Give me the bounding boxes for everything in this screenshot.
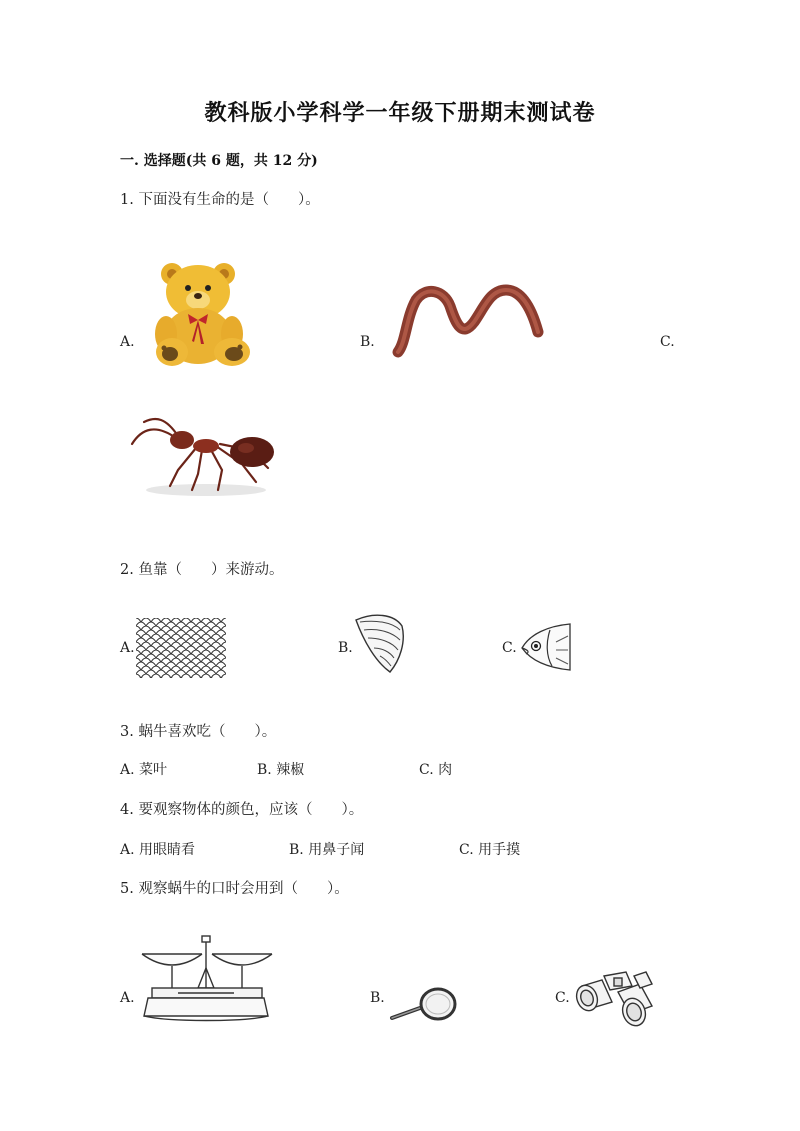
fish-head-icon xyxy=(520,620,572,674)
page-title: 教科版小学科学一年级下册期末测试卷 xyxy=(204,100,596,126)
q4-option-c[interactable] xyxy=(459,839,520,859)
q5-option-c-letter[interactable]: C. xyxy=(555,990,570,1006)
q2-option-c-letter[interactable]: C. xyxy=(502,640,517,656)
question-4-stem: 4. 要观察物体的颜色，应该（ ）。 xyxy=(120,802,364,818)
q4-option-a-letter: A. xyxy=(120,842,135,858)
q4-option-b-letter: B. xyxy=(289,842,304,858)
section-heading: 一. 选择题(共 6 题，共 12 分) xyxy=(120,153,318,169)
teddy-bear-icon xyxy=(148,256,260,368)
fish-scales-icon xyxy=(136,618,226,678)
q4-option-a-text: 用眼睛看 xyxy=(139,842,196,858)
q4-option-c-text: 用手摸 xyxy=(478,842,521,858)
q3-option-c-text: 肉 xyxy=(438,762,453,778)
q3-option-b-text: 辣椒 xyxy=(276,762,305,778)
q3-option-c-letter: C. xyxy=(419,762,434,778)
q4-option-b[interactable] xyxy=(289,839,364,859)
q5-option-a-letter[interactable]: A. xyxy=(120,990,135,1006)
binoculars-icon xyxy=(574,966,656,1028)
q1-option-b-letter[interactable]: B. xyxy=(360,334,375,350)
q4-option-a[interactable] xyxy=(120,839,195,859)
q3-option-a-text: 菜叶 xyxy=(139,762,168,778)
q4-option-b-text: 用鼻子闻 xyxy=(308,842,365,858)
q4-option-c-letter: C. xyxy=(459,842,474,858)
question-3-stem: 3. 蜗牛喜欢吃（ ）。 xyxy=(120,724,277,740)
balance-scale-icon xyxy=(138,932,274,1026)
q3-option-b[interactable] xyxy=(257,759,304,779)
question-5-stem: 5. 观察蜗牛的口时会用到（ ）。 xyxy=(120,881,349,897)
q2-option-b-letter[interactable]: B. xyxy=(338,640,353,656)
magnifying-glass-icon xyxy=(388,986,458,1026)
q3-option-a-letter: A. xyxy=(120,762,135,778)
fish-fin-icon xyxy=(354,612,406,674)
question-2-stem: 2. 鱼靠（ ）来游动。 xyxy=(120,562,284,578)
q3-option-c[interactable] xyxy=(419,759,452,779)
ant-icon xyxy=(126,408,286,508)
q5-option-b-letter[interactable]: B. xyxy=(370,990,385,1006)
q1-option-a-letter[interactable]: A. xyxy=(120,334,135,350)
q2-option-a-letter[interactable]: A. xyxy=(120,640,135,656)
earthworm-icon xyxy=(392,280,552,360)
q1-option-c-letter[interactable]: C. xyxy=(660,334,675,350)
q3-option-b-letter: B. xyxy=(257,762,272,778)
question-1-stem: 1. 下面没有生命的是（ ）。 xyxy=(120,192,320,208)
q3-option-a[interactable] xyxy=(120,759,167,779)
